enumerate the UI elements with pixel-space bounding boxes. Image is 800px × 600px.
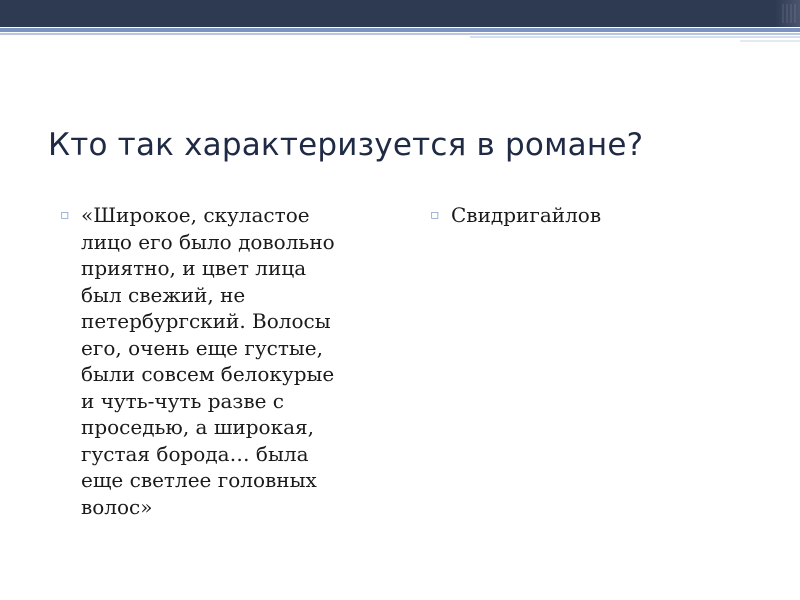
quote-line: лицо его было довольно	[81, 229, 335, 254]
accent-line-secondary	[0, 33, 800, 35]
quote-line: были совсем белокурые	[81, 362, 335, 386]
quote-bullet-item	[60, 202, 390, 520]
corner-decoration	[775, 0, 800, 27]
quote-line: густая борода… была	[81, 441, 309, 466]
right-column	[430, 202, 760, 229]
answer-bullet-item	[430, 202, 760, 229]
quote-line: был свежий, не	[81, 282, 246, 307]
left-column	[60, 202, 390, 520]
quote-line: его, очень еще густые,	[81, 335, 323, 360]
quote-line: и чуть-чуть разве с	[81, 388, 284, 413]
accent-line-quaternary	[740, 40, 800, 42]
bullet-icon: ▫	[60, 207, 70, 223]
answer-text: Свидригайлов	[451, 203, 602, 227]
quote-line: еще светлее головных	[81, 468, 317, 492]
bullet-icon: ▫	[430, 207, 440, 223]
quote-line: проседью, а широкая,	[81, 415, 314, 439]
quote-line: волос»	[81, 494, 153, 519]
quote-line: «Широкое, скуластое	[81, 203, 310, 227]
quote-line: приятно, и цвет лица	[81, 256, 307, 280]
accent-line	[0, 28, 800, 32]
slide-title: Кто так характеризуется в романе?	[48, 127, 644, 163]
accent-line-tertiary	[470, 36, 800, 38]
header-band	[0, 0, 775, 27]
quote-line: петербургский. Волосы	[81, 309, 331, 333]
